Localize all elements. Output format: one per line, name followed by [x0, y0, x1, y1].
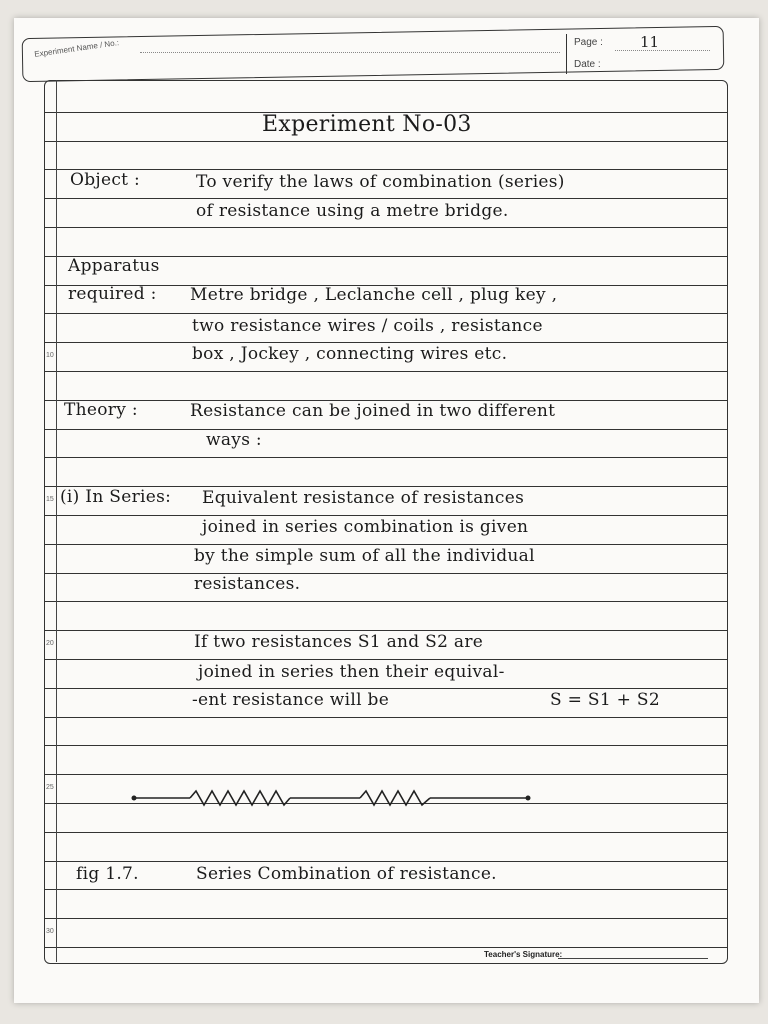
- series-text-line: by the simple sum of all the individual: [194, 546, 535, 566]
- ruled-line: [45, 141, 727, 142]
- ruled-line: [45, 169, 727, 170]
- theory-heading: Theory :: [64, 400, 138, 420]
- margin-number: 10: [46, 352, 54, 359]
- margin-number: 20: [46, 640, 54, 647]
- figure-label: fig 1.7.: [76, 864, 139, 884]
- ruled-line: [45, 227, 727, 228]
- terminal-dot: [132, 796, 137, 801]
- page-label: Page :: [574, 37, 603, 48]
- ruled-line: [45, 889, 727, 890]
- page-number-line: [615, 50, 710, 51]
- series-text-line: joined in series combination is given: [202, 517, 529, 537]
- ruled-line: [45, 573, 727, 574]
- experiment-name-label: Experiment Name / No.:: [33, 38, 120, 59]
- apparatus-heading: Apparatus: [68, 256, 160, 276]
- series-resistor-diagram: [120, 786, 550, 810]
- experiment-title: Experiment No-03: [262, 112, 472, 137]
- two-resistance-line: -ent resistance will be: [192, 690, 390, 710]
- theory-text-line: ways :: [206, 430, 262, 450]
- margin-number: 30: [46, 928, 54, 935]
- teacher-signature-label: Teacher's Signature:: [484, 950, 563, 959]
- series-text-line: Equivalent resistance of resistances: [202, 488, 525, 508]
- ruled-line: [45, 774, 727, 775]
- apparatus-text-line: Metre bridge , Leclanche cell , plug key ,: [190, 285, 558, 305]
- margin-line: [56, 80, 57, 962]
- apparatus-text-line: box , Jockey , connecting wires etc.: [192, 344, 508, 364]
- ruled-line: [45, 947, 727, 948]
- apparatus-heading: required :: [68, 284, 157, 304]
- series-text-line: resistances.: [194, 574, 301, 594]
- ruled-line: [45, 832, 727, 833]
- object-heading: Object :: [70, 170, 141, 190]
- terminal-dot: [526, 796, 531, 801]
- ruled-line: [45, 515, 727, 516]
- ruled-line: [45, 429, 727, 430]
- ruled-line: [45, 601, 727, 602]
- two-resistance-line: joined in series then their equival-: [198, 662, 505, 682]
- series-heading: (i) In Series:: [60, 487, 172, 507]
- ruled-line: [45, 371, 727, 372]
- ruled-line: [45, 688, 727, 689]
- ruled-line: [45, 544, 727, 545]
- margin-number: 25: [46, 784, 54, 791]
- date-label: Date :: [574, 59, 601, 70]
- object-text-line: To verify the laws of combination (series): [196, 172, 565, 192]
- series-formula: S = S1 + S2: [550, 690, 660, 710]
- margin-number: 15: [46, 496, 54, 503]
- ruled-line: [45, 717, 727, 718]
- figure-caption: Series Combination of resistance.: [196, 864, 497, 884]
- page-number: 11: [640, 33, 660, 51]
- teacher-signature-line: [558, 958, 708, 959]
- ruled-line: [45, 659, 727, 660]
- object-text-line: of resistance using a metre bridge.: [196, 201, 509, 221]
- apparatus-text-line: two resistance wires / coils , resistance: [192, 316, 543, 336]
- header-divider: [566, 34, 567, 74]
- theory-text-line: Resistance can be joined in two different: [190, 401, 556, 421]
- ruled-line: [45, 745, 727, 746]
- resistor-s1: [190, 791, 290, 805]
- resistor-s2: [360, 791, 430, 805]
- ruled-line: [45, 198, 727, 199]
- experiment-name-line: [140, 52, 560, 53]
- ruled-line: [45, 313, 727, 314]
- two-resistance-line: If two resistances S1 and S2 are: [194, 632, 484, 652]
- ruled-line: [45, 861, 727, 862]
- ruled-line: [45, 918, 727, 919]
- ruled-line: [45, 457, 727, 458]
